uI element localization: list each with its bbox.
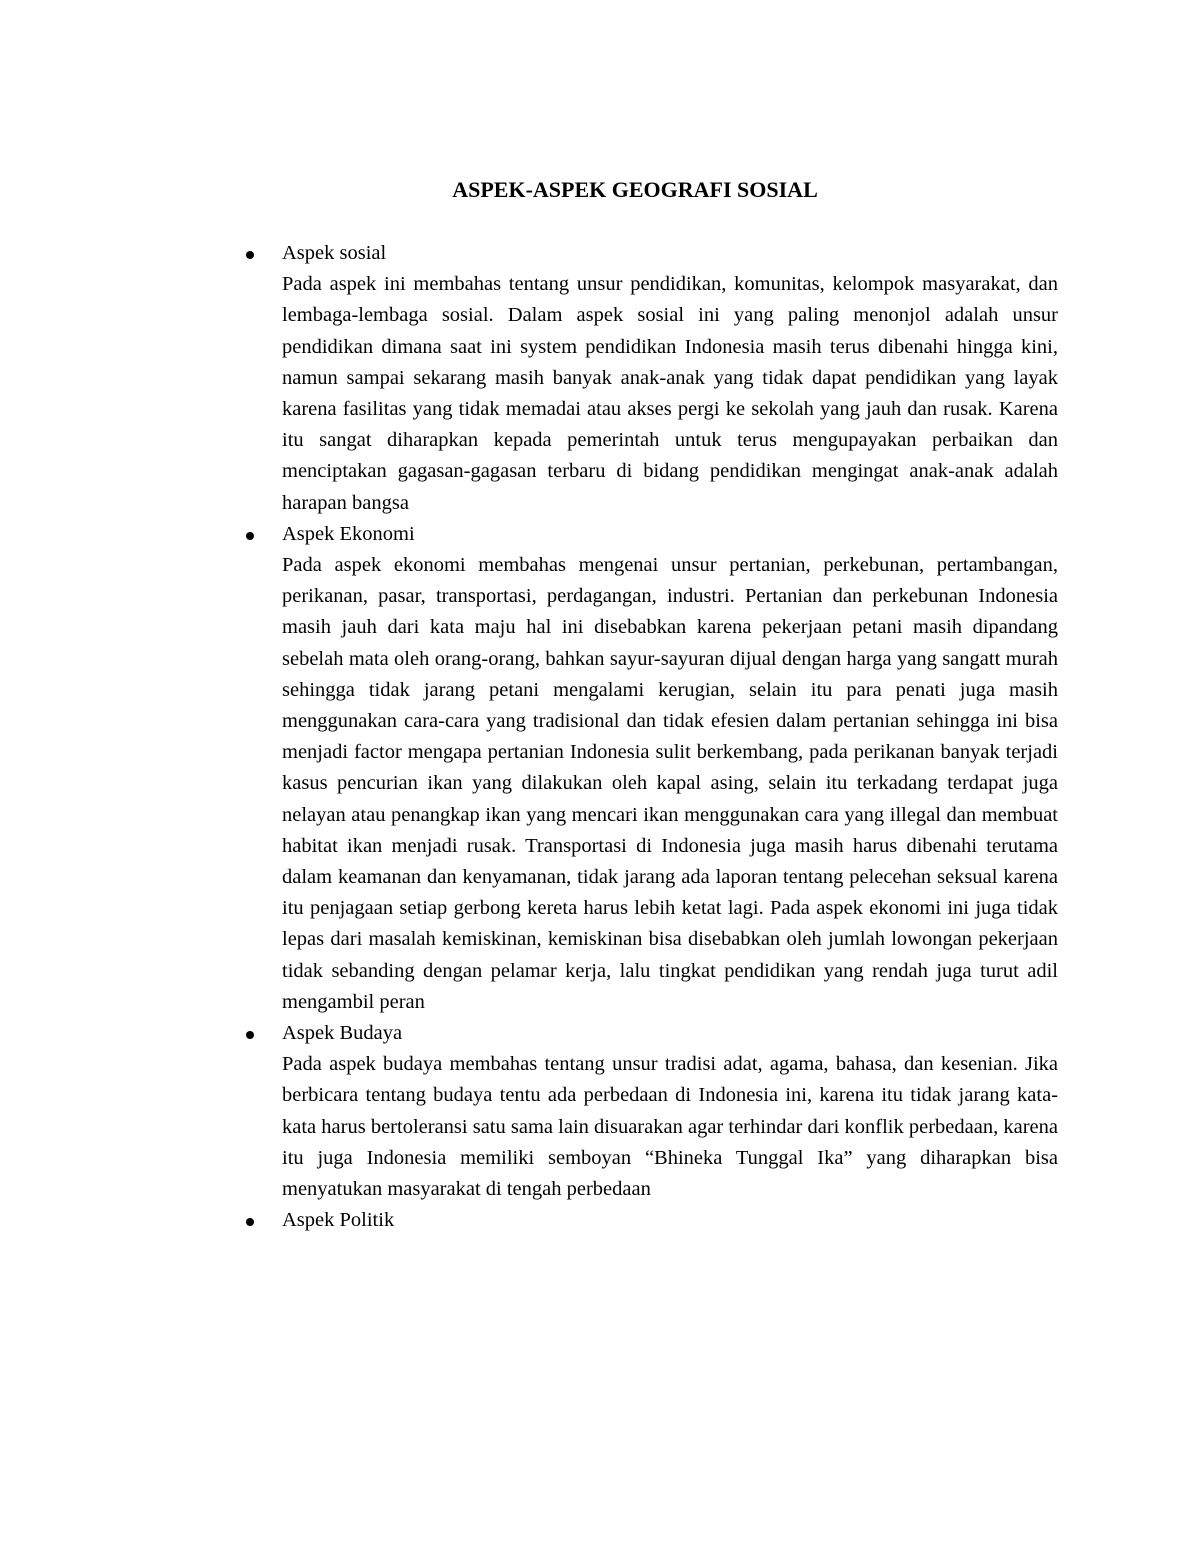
document-title: ASPEK-ASPEK GEOGRAFI SOSIAL [452,177,818,202]
section-paragraph: Pada aspek budaya membahas tentang unsur tradisi adat, agama, bahasa, dan kesenian. Jika berbicara tentang budaya tentu ada perbedaan di Indonesia ini, karena itu tidak jarang kata-kata harus bertoleransi satu sama lain disuarakan agar terhindar dari konflik perbedaan, karena itu juga Indonesia memiliki semboyan “Bhineka Tunggal Ika” yang diharapkan bisa menyatukan masyarakat di tengah perbedaan [282,1053,1058,1201]
bullet-icon [246,251,254,259]
list-item-aspek-ekonomi [282,519,1058,1018]
bullet-icon [246,1031,254,1039]
section-heading: Aspek Politik [282,1209,395,1232]
section-heading: Aspek Budaya [282,1022,403,1045]
bullet-icon [246,532,254,540]
aspect-list [282,238,1058,1237]
bullet-icon [246,1218,254,1226]
list-item-aspek-budaya [282,1018,1058,1205]
list-item-aspek-politik [282,1205,1058,1236]
section-paragraph: Pada aspek ekonomi membahas mengenai unsur pertanian, perkebunan, pertambangan, perikanan, pasar, transportasi, perdagangan, industri. Pertanian dan perkebunan Indonesia masih jauh dari kata maju hal ini disebabkan karena pekerjaan petani masih dipandang sebelah mata oleh orang-orang, bahkan sayur-sayuran dijual dengan harga yang sangatt murah sehingga tidak jarang petani mengalami kerugian, selain itu para penati juga masih menggunakan cara-cara yang tradisional dan tidak efesien dalam pertanian sehingga ini bisa menjadi factor mengapa pertanian Indonesia sulit berkembang, pada perikanan banyak terjadi kasus pencurian ikan yang dilakukan oleh kapal asing, selain itu terkadang terdapat juga nelayan atau penangkap ikan yang mencari ikan menggunakan cara yang illegal dan membuat habitat ikan menjadi rusak. Transportasi di Indonesia juga masih harus dibenahi terutama dalam keamanan dan kenyamanan, tidak jarang ada laporan tentang pelecehan seksual karena itu penjagaan setiap gerbong kereta harus lebih ketat lagi. Pada aspek ekonomi ini juga tidak lepas dari masalah kemiskinan, kemiskinan bisa disebabkan oleh jumlah lowongan pekerjaan tidak sebanding dengan pelamar kerja, lalu tingkat pendidikan yang rendah juga turut adil mengambil peran [282,554,1058,1013]
list-item-aspek-sosial [282,238,1058,519]
section-heading: Aspek Ekonomi [282,522,415,545]
section-paragraph: Pada aspek ini membahas tentang unsur pendidikan, komunitas, kelompok masyarakat, dan lembaga-lembaga sosial. Dalam aspek sosial ini yang paling menonjol adalah unsur pendidikan dimana saat ini system pendidikan Indonesia masih terus dibenahi hingga kini, namun sampai sekarang masih banyak anak-anak yang tidak dapat pendidikan yang layak karena fasilitas yang tidak memadai atau akses pergi ke sekolah yang jauh dan rusak. Karena itu sangat diharapkan kepada pemerintah untuk terus mengupayakan perbaikan dan menciptakan gagasan-gagasan terbaru di bidang pendidikan mengingat anak-anak adalah harapan bangsa [282,273,1058,514]
section-heading: Aspek sosial [282,242,387,264]
